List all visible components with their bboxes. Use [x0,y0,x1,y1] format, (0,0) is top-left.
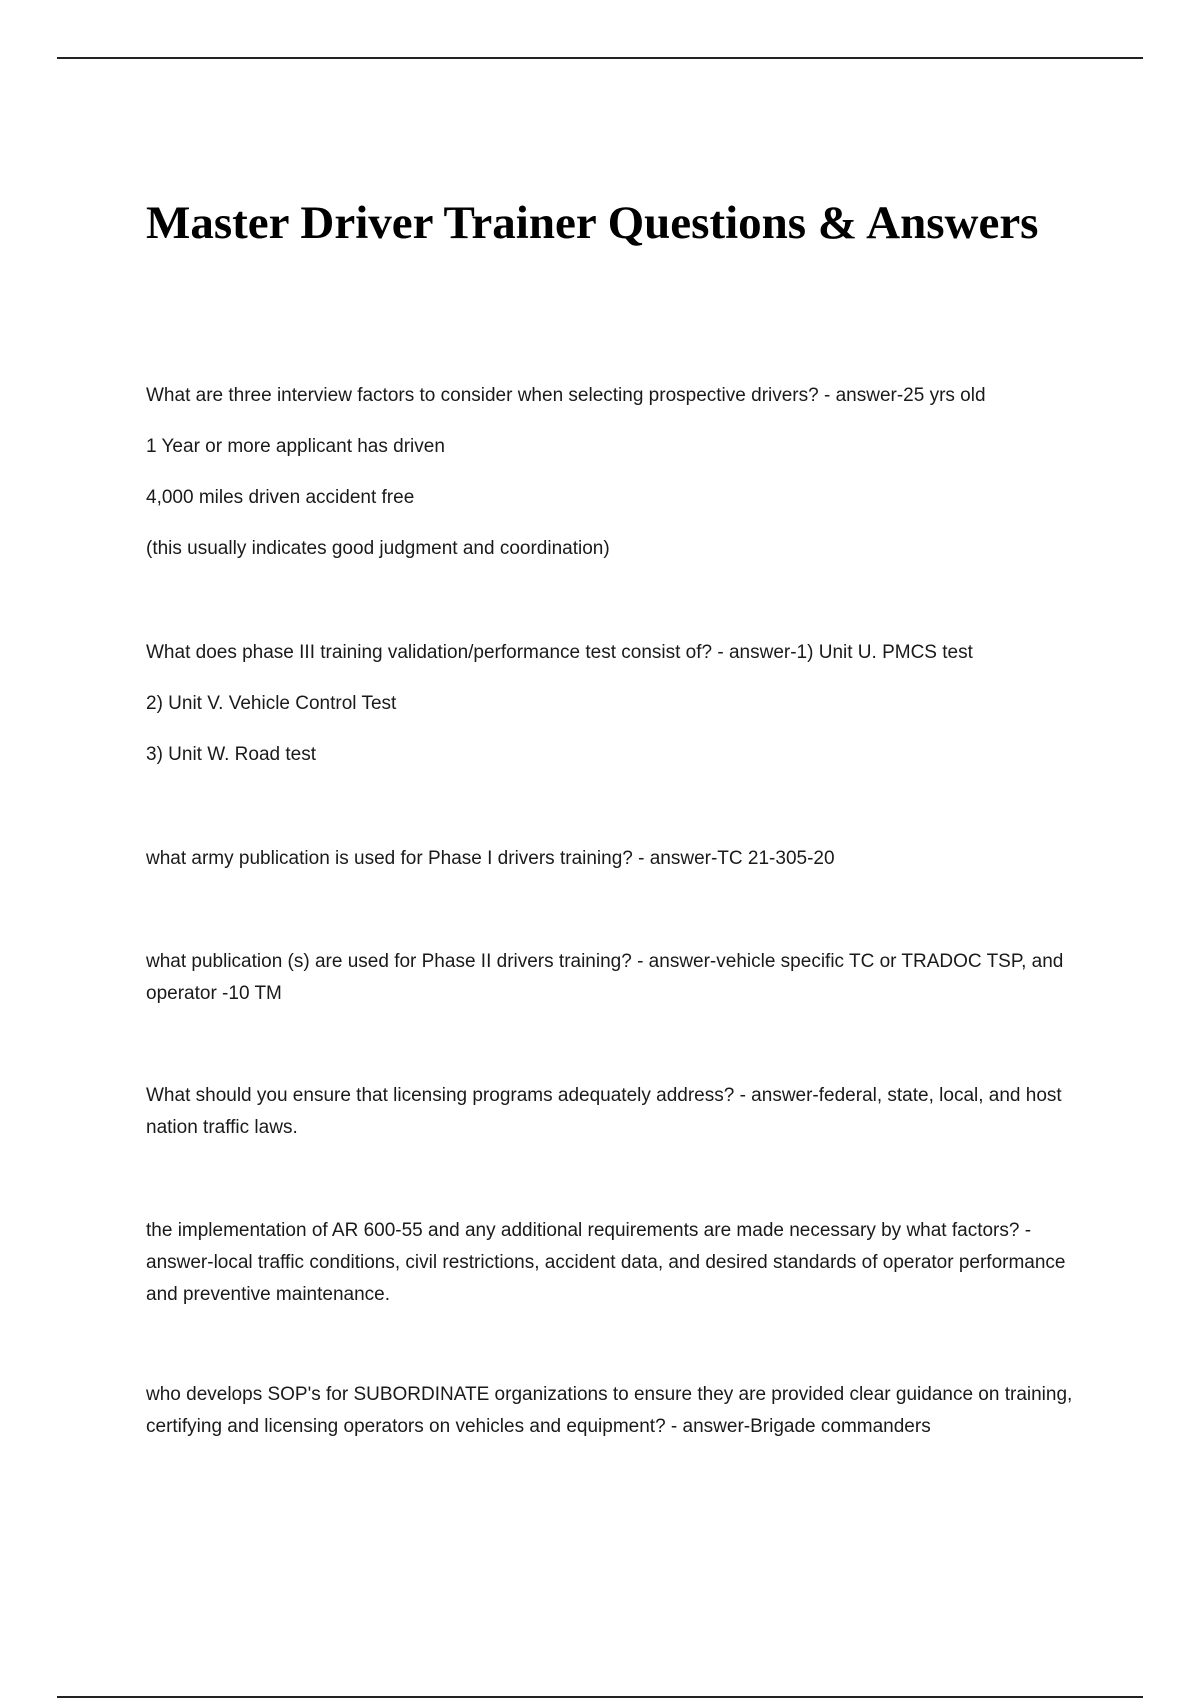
qa-item-phase-three-test [146,637,1086,771]
bottom-rule [57,1696,1143,1698]
qa-answer-line: (this usually indicates good judgment and coordination) [146,538,610,559]
qa-answer-line: 3) Unit W. Road test [146,744,317,765]
qa-question-line: what publication (s) are used for Phase II drivers training? - answer-vehicle specific TC or TRADOC TSP, and operator -10 TM [146,951,1064,1004]
qa-answer-line: 4,000 miles driven accident free [146,487,415,508]
qa-item-phase-one-publication [146,843,1086,875]
qa-question-line: What are three interview factors to consider when selecting prospective drivers? - answer-25 yrs old [146,385,986,406]
qa-answer-line: 2) Unit V. Vehicle Control Test [146,693,397,714]
qa-question-line: who develops SOP's for SUBORDINATE organizations to ensure they are provided clear guidance on training, certifying and licensing operators on vehicles and equipment? - answer-Brigade commanders [146,1384,1073,1437]
document-title: Master Driver Trainer Questions & Answers [146,197,1039,249]
qa-item-interview-factors [146,380,1086,565]
qa-item-phase-two-publication [146,946,1086,1010]
qa-item-sop-development [146,1379,1086,1443]
qa-question-line: what army publication is used for Phase I drivers training? - answer-TC 21-305-20 [146,848,835,869]
qa-question-line: What should you ensure that licensing programs adequately address? - answer-federal, state, local, and host nation traffic laws. [146,1085,1062,1138]
qa-item-ar-600-55 [146,1215,1086,1311]
top-rule [57,57,1143,59]
qa-item-licensing-programs [146,1080,1086,1144]
qa-question-line: the implementation of AR 600-55 and any additional requirements are made necessary by what factors? - answer-local traffic conditions, civil restrictions, accident data, and desired standards of operator performance and preventive maintenance. [146,1220,1066,1305]
qa-question-line: What does phase III training validation/performance test consist of? - answer-1) Unit U. PMCS test [146,642,973,663]
qa-answer-line: 1 Year or more applicant has driven [146,436,445,457]
